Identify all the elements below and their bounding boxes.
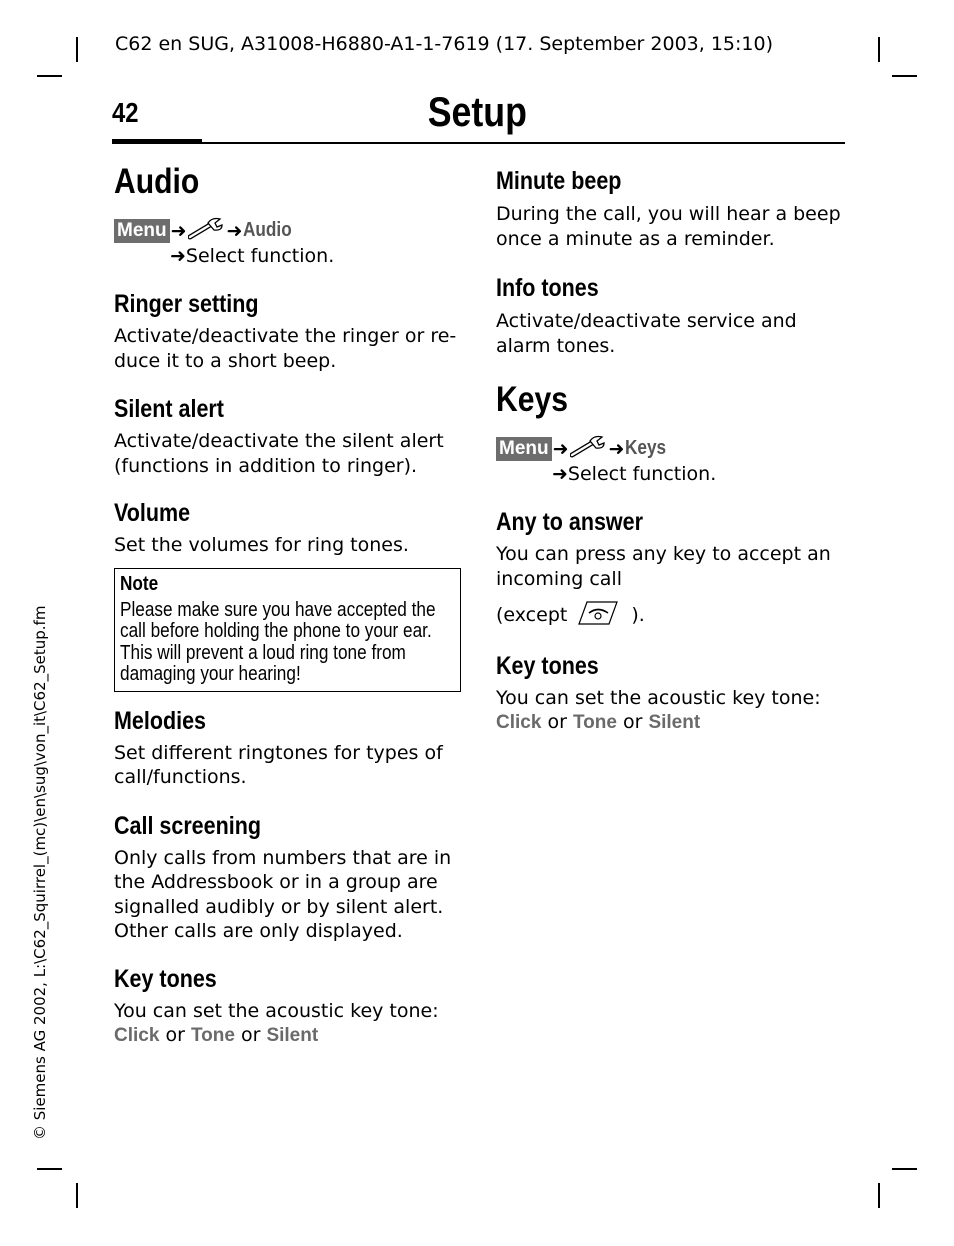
file-path-note: © Siemens AG 2002, L:\C62_Squirrel_(mc)\en\sug\von_it\C62_Setup.fm <box>31 605 49 1140</box>
note-text: Please make sure you have accepted the call before holding the phone to your ear. This will prevent a loud ring tone from damaging your hearing! <box>120 598 436 685</box>
document-header: C62 en SUG, A31008-H6880-A1-1-7619 (17. September 2003, 15:10) <box>115 33 774 55</box>
select-function-instruction: ➜Select function. <box>552 463 717 485</box>
volume-text: Set the volumes for ring tones. <box>114 534 409 556</box>
key-tone-options: Click or Tone or Silent <box>496 711 701 733</box>
subheading-melodies: Melodies <box>114 706 207 735</box>
arrow-icon: ➜ <box>552 437 569 460</box>
crop-mark <box>37 75 62 77</box>
subheading-call-screening: Call screening <box>114 811 261 840</box>
subheading-key-tones: Key tones <box>114 964 217 993</box>
subheading-ringer-setting: Ringer setting <box>114 290 259 318</box>
section-title-audio: Audio <box>114 162 200 201</box>
crop-mark <box>892 1168 917 1170</box>
ringer-setting-text: Activate/deactivate the ringer or re-duce it to a short beep. <box>114 325 457 372</box>
page-number: 42 <box>112 97 139 128</box>
menu-path <box>496 433 841 461</box>
arrow-icon: ➜ <box>226 219 243 242</box>
subheading-minute-beep: Minute beep <box>496 167 622 195</box>
crop-mark <box>37 1168 62 1170</box>
crop-mark <box>76 1183 78 1208</box>
crop-mark <box>892 75 917 77</box>
key-tones-text: You can set the acoustic key tone: Click or Tone or Silent <box>114 999 459 1049</box>
right-column <box>496 160 841 736</box>
menu-key-label: Menu <box>114 219 170 243</box>
chapter-title: Setup <box>427 88 527 135</box>
crop-mark <box>878 1183 880 1208</box>
menu-key-label: Menu <box>496 437 552 461</box>
arrow-icon: ➜ <box>608 437 625 460</box>
subheading-any-to-answer: Any to answer <box>496 508 643 536</box>
menu-item-keys: Keys <box>625 437 667 459</box>
select-function-instruction: ➜Select function. <box>170 245 335 267</box>
minute-beep-text: During the call, you will hear a beep once a minute as a reminder. <box>496 203 841 250</box>
wrench-icon <box>188 215 226 246</box>
subheading-info-tones: Info tones <box>496 274 599 302</box>
section-title-keys: Keys <box>496 380 568 419</box>
subheading-silent-alert: Silent alert <box>114 395 224 423</box>
call-screening-text: Only calls from numbers that are in the Addressbook or in a group are signalled audibly or by silent alert. Other calls are only displayed. <box>114 846 452 942</box>
header-rule-thick <box>112 139 202 144</box>
key-tone-options: Click or Tone or Silent <box>114 1024 319 1046</box>
menu-path <box>114 215 459 243</box>
end-call-key-icon <box>567 598 631 633</box>
subheading-key-tones: Key tones <box>496 651 599 680</box>
any-to-answer-exception: (except ). <box>496 598 841 633</box>
header-rule <box>202 142 845 144</box>
left-column <box>114 160 459 1049</box>
crop-mark <box>76 37 78 62</box>
arrow-icon: ➜ <box>170 219 187 242</box>
crop-mark <box>878 37 880 62</box>
menu-item-audio: Audio <box>243 219 293 241</box>
key-tones-text: You can set the acoustic key tone: Click or Tone or Silent <box>496 686 841 736</box>
any-to-answer-text: You can press any key to accept an incoming call <box>496 543 831 590</box>
subheading-volume: Volume <box>114 499 191 527</box>
note-box <box>114 568 461 692</box>
melodies-text: Set different ringtones for types of call/functions. <box>114 741 443 788</box>
wrench-icon <box>570 433 608 464</box>
note-title: Note <box>120 572 159 595</box>
silent-alert-text: Activate/deactivate the silent alert (functions in addition to ringer). <box>114 430 444 477</box>
info-tones-text: Activate/deactivate service and alarm tones. <box>496 310 797 357</box>
